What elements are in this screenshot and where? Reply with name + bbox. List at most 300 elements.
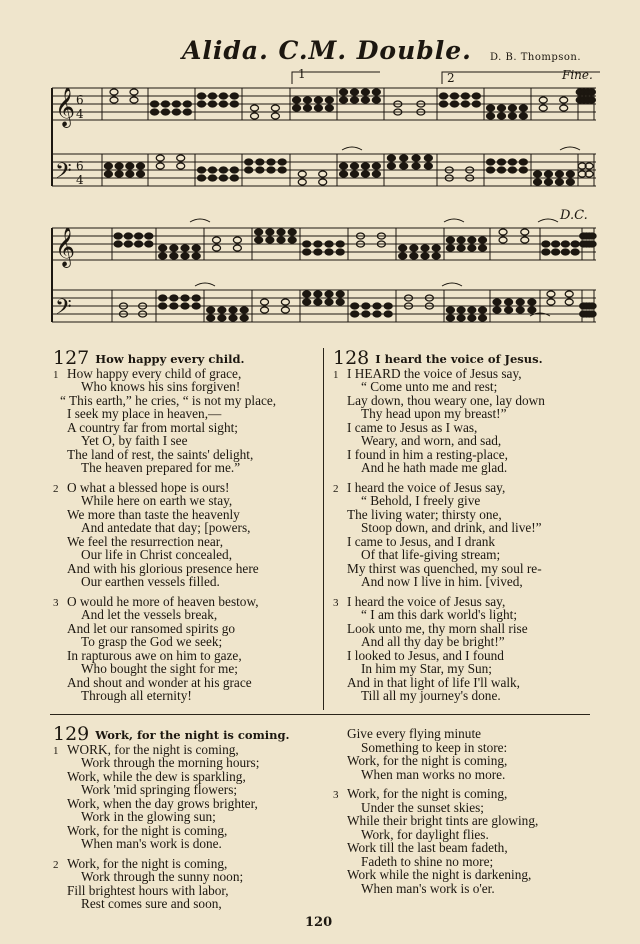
notehead	[219, 101, 227, 107]
verse-line	[53, 743, 290, 757]
notehead	[412, 163, 420, 169]
notehead	[336, 241, 344, 247]
notehead	[230, 175, 238, 181]
verse-text: In rapturous awe on him to gaze,	[67, 647, 242, 663]
verse-line	[333, 494, 545, 508]
verse-text: Work through the morning hours;	[81, 755, 260, 770]
notehead	[177, 163, 185, 169]
notehead	[399, 245, 407, 251]
notehead	[208, 175, 216, 181]
stanza-number: 3	[53, 596, 59, 609]
notehead	[499, 229, 507, 235]
notehead	[181, 245, 189, 251]
notehead	[468, 245, 476, 251]
hymn-title: I heard the voice of Jesus.	[375, 352, 543, 366]
verse-text: And let our ransomed spirits go	[67, 620, 236, 636]
notehead	[170, 303, 178, 309]
page-number: 120	[305, 915, 333, 930]
hymn-title: How happy every child.	[95, 352, 245, 366]
verse-line	[53, 870, 290, 884]
verse-line	[333, 801, 538, 815]
verse-line	[53, 676, 276, 690]
stanza-number: 1	[333, 368, 339, 381]
notehead	[213, 245, 221, 251]
notehead	[336, 291, 344, 297]
verse-line	[333, 380, 545, 394]
notehead	[350, 89, 358, 95]
notehead	[552, 249, 560, 255]
notehead	[544, 171, 552, 177]
verse-line	[333, 407, 545, 421]
notehead	[161, 109, 169, 115]
notehead	[135, 241, 143, 247]
hymn-number: 129	[53, 723, 90, 745]
verse-line	[53, 649, 276, 663]
verse-line	[333, 562, 545, 576]
notehead	[561, 241, 569, 247]
verse-line	[333, 448, 545, 462]
notehead	[410, 253, 418, 259]
notehead	[170, 245, 178, 251]
verse-line	[53, 837, 290, 851]
column-divider	[323, 348, 324, 710]
verse-text: Work, while the dew is sparkling,	[67, 768, 246, 784]
verse-line	[53, 434, 276, 448]
notehead	[251, 105, 259, 111]
verse-line	[333, 575, 545, 589]
verse-text: While their bright tints are glowing,	[347, 813, 539, 828]
treble-clef: 𝄞	[55, 227, 76, 267]
verse-line	[333, 622, 545, 636]
notehead	[539, 97, 547, 103]
verse-line	[53, 622, 276, 636]
verse-line	[53, 783, 290, 797]
verse-line	[53, 857, 290, 871]
verse-line	[53, 535, 276, 549]
notehead	[487, 113, 495, 119]
notehead	[508, 105, 516, 111]
verse-line	[53, 810, 290, 824]
notehead	[219, 175, 227, 181]
notehead	[552, 241, 560, 247]
notehead	[519, 105, 527, 111]
notehead	[528, 299, 536, 305]
verse-line	[53, 897, 290, 911]
notehead	[271, 105, 279, 111]
notehead	[497, 113, 505, 119]
verse-line	[333, 434, 545, 448]
notehead	[319, 179, 327, 185]
verse-text: I HEARD the voice of Jesus say,	[347, 365, 522, 381]
second-ending-bracket	[442, 72, 600, 84]
verse-line	[333, 868, 538, 882]
notehead	[505, 307, 513, 313]
notehead	[516, 307, 524, 313]
verse-line	[53, 824, 290, 838]
time-signature: 4	[76, 173, 84, 187]
notehead	[479, 245, 487, 251]
notehead	[156, 155, 164, 161]
notehead	[192, 303, 200, 309]
notehead	[472, 93, 480, 99]
notehead	[350, 163, 358, 169]
slur	[190, 219, 210, 222]
verse-text: While here on earth we stay,	[81, 493, 233, 508]
notehead	[468, 307, 476, 313]
verse-text: Our earthen vessels filled.	[81, 574, 220, 589]
notehead	[325, 241, 333, 247]
notehead	[114, 241, 122, 247]
notehead	[519, 167, 527, 173]
notehead	[534, 179, 542, 185]
notehead	[542, 249, 550, 255]
verse-line	[333, 481, 545, 495]
notehead	[336, 299, 344, 305]
time-signature: 6	[76, 93, 84, 107]
verse-line	[53, 521, 276, 535]
notehead	[314, 299, 322, 305]
first-ending-label: 1	[298, 67, 306, 81]
notehead	[207, 315, 215, 321]
verse-text: “ I am this dark world's light;	[361, 607, 518, 622]
notehead	[528, 307, 536, 313]
slur	[195, 283, 215, 286]
notehead	[278, 167, 286, 173]
notehead	[412, 155, 420, 161]
notehead	[497, 167, 505, 173]
verse-text: My thirst was quenched, my soul re-	[347, 560, 542, 576]
verse-text: Work through the sunny noon;	[81, 869, 244, 884]
notehead	[298, 179, 306, 185]
verse-text: And shout and wonder at his grace	[67, 674, 252, 690]
notehead	[245, 167, 253, 173]
notehead	[555, 171, 563, 177]
notehead	[170, 295, 178, 301]
verse-text: Yet O, by faith I see	[81, 433, 188, 448]
notehead	[387, 163, 395, 169]
notehead	[361, 89, 369, 95]
hymn-127	[53, 347, 277, 703]
notehead	[446, 307, 454, 313]
notehead	[181, 295, 189, 301]
notehead	[521, 229, 529, 235]
notehead	[288, 229, 296, 235]
verse-text: Till all my journey's done.	[361, 688, 501, 703]
verse-line	[333, 535, 545, 549]
dc-marking: D.C.	[560, 208, 588, 223]
notehead	[516, 299, 524, 305]
verse-text: Work, for the night is coming,	[347, 786, 508, 801]
notehead	[271, 113, 279, 119]
verse-text: I heard the voice of Jesus say,	[347, 479, 506, 495]
notehead	[493, 307, 501, 313]
verse-text: Work, for the night is coming,	[67, 855, 228, 871]
notehead	[508, 159, 516, 165]
verse-text: O what a blessed hope is ours!	[67, 479, 230, 495]
notehead	[362, 311, 370, 317]
notehead	[547, 299, 555, 305]
notehead	[508, 167, 516, 173]
notehead	[571, 249, 579, 255]
notehead	[137, 163, 145, 169]
notehead	[446, 245, 454, 251]
verse-line	[53, 662, 276, 676]
verse-text: When man's work is o'er.	[361, 880, 495, 896]
verse-text: When man's work is done.	[81, 836, 222, 851]
notehead	[281, 307, 289, 313]
notehead	[555, 179, 563, 185]
verse-line	[333, 649, 545, 663]
verse-text: Work 'mid springing flowers;	[81, 782, 238, 797]
notehead	[479, 307, 487, 313]
verse-text: In him my Star, my Sun;	[361, 661, 492, 676]
notehead	[461, 101, 469, 107]
verse-line	[53, 635, 276, 649]
verse-text: Through all eternity!	[81, 688, 192, 703]
notehead	[457, 245, 465, 251]
notehead	[145, 233, 153, 239]
notehead	[255, 237, 263, 243]
slur	[538, 219, 558, 222]
verse-text: “ Come unto me and rest;	[361, 379, 498, 394]
notehead	[266, 229, 274, 235]
notehead	[267, 167, 275, 173]
verse-line	[333, 828, 538, 842]
notehead	[124, 241, 132, 247]
notehead	[198, 93, 206, 99]
notehead	[588, 241, 596, 247]
notehead	[325, 291, 333, 297]
verse-text: Rest comes sure and soon,	[81, 896, 222, 911]
notehead	[325, 249, 333, 255]
notehead	[314, 241, 322, 247]
notehead	[565, 291, 573, 297]
notehead	[373, 303, 381, 309]
verse-text: A country far from mortal sight;	[67, 419, 238, 435]
notehead	[303, 299, 311, 305]
verse-line	[333, 548, 545, 562]
notehead	[508, 113, 516, 119]
notehead	[461, 93, 469, 99]
notehead	[325, 97, 333, 103]
verse-line	[333, 787, 538, 801]
verse-line	[333, 814, 538, 828]
verse-line	[333, 521, 545, 535]
notehead	[240, 307, 248, 313]
notehead	[519, 113, 527, 119]
notehead	[544, 179, 552, 185]
verse-text: Work while the night is darkening,	[347, 867, 532, 882]
verse-line	[333, 768, 538, 782]
notehead	[159, 245, 167, 251]
notehead	[151, 101, 159, 107]
verse-line	[333, 367, 545, 381]
verse-line	[333, 421, 545, 435]
verse-text: I found in him a resting-place,	[347, 446, 508, 462]
notehead	[303, 97, 311, 103]
notehead	[303, 291, 311, 297]
verse-text: Work, for the night is coming,	[67, 822, 228, 838]
slur	[444, 219, 464, 222]
notehead	[130, 89, 138, 95]
notehead	[137, 171, 145, 177]
notehead	[219, 167, 227, 173]
notehead	[159, 303, 167, 309]
verse-text: I came to Jesus, and I drank	[347, 533, 496, 549]
notehead	[293, 105, 301, 111]
notehead	[230, 93, 238, 99]
notehead	[421, 253, 429, 259]
verse-line	[53, 884, 290, 898]
notehead	[256, 167, 264, 173]
notehead	[340, 171, 348, 177]
notehead	[534, 171, 542, 177]
verse-text: Work, when the day grows brighter,	[67, 795, 258, 811]
notehead	[588, 311, 596, 317]
verse-text: Fill brightest hours with labor,	[67, 882, 229, 898]
notehead	[110, 89, 118, 95]
verse-line	[333, 394, 545, 408]
notehead	[213, 237, 221, 243]
notehead	[561, 249, 569, 255]
verse-text: I looked to Jesus, and I found	[347, 647, 504, 663]
verse-line	[53, 595, 276, 609]
notehead	[135, 233, 143, 239]
fine-marking: Fine.	[562, 68, 593, 82]
notehead	[181, 303, 189, 309]
verse-text: And in that light of life I'll walk,	[347, 674, 521, 690]
verse-text: And with his glorious presence here	[67, 560, 259, 576]
notehead	[159, 295, 167, 301]
notehead	[351, 311, 359, 317]
notehead	[281, 299, 289, 305]
notehead	[115, 171, 123, 177]
notehead	[450, 93, 458, 99]
slur	[442, 283, 462, 286]
verse-line	[333, 754, 538, 768]
bass-clef: 𝄢	[55, 295, 72, 325]
verse-line	[333, 676, 545, 690]
notehead	[446, 237, 454, 243]
verse-line	[53, 461, 276, 475]
verse-line	[53, 548, 276, 562]
notehead	[218, 307, 226, 313]
stanza-number: 3	[333, 789, 339, 801]
notehead	[130, 97, 138, 103]
verse-text: I heard the voice of Jesus say,	[347, 593, 506, 609]
notehead	[267, 159, 275, 165]
verse-line	[53, 394, 276, 408]
notehead	[468, 237, 476, 243]
notehead	[314, 97, 322, 103]
verse-line	[53, 508, 276, 522]
notehead	[571, 241, 579, 247]
notehead	[240, 315, 248, 321]
verse-line	[333, 882, 538, 896]
section-divider	[50, 714, 590, 715]
verse-text: Work, for the night is coming,	[347, 753, 508, 768]
notehead	[161, 101, 169, 107]
notehead	[233, 245, 241, 251]
notehead	[266, 237, 274, 243]
notehead	[303, 241, 311, 247]
verse-text: Weary, and worn, and sad,	[361, 433, 502, 448]
verse-line	[53, 380, 276, 394]
verse-line	[53, 797, 290, 811]
verse-text: Of that life-giving stream;	[361, 547, 501, 562]
notehead	[208, 101, 216, 107]
notehead	[539, 105, 547, 111]
notehead	[145, 241, 153, 247]
hymn-129-continued	[333, 727, 538, 895]
notehead	[218, 315, 226, 321]
verse-text: Something to keep in store:	[361, 739, 508, 755]
verse-text: Our life in Christ concealed,	[81, 547, 233, 562]
notehead	[372, 97, 380, 103]
verse-line	[53, 770, 290, 784]
verse-line	[53, 689, 276, 703]
notehead	[566, 171, 574, 177]
notehead	[198, 101, 206, 107]
notehead	[198, 167, 206, 173]
notehead	[350, 97, 358, 103]
notehead	[303, 249, 311, 255]
notehead	[361, 163, 369, 169]
verse-text: When man works no more.	[361, 766, 506, 782]
verse-text: Work till the last beam fadeth,	[347, 840, 508, 855]
verse-text: Lay down, thou weary one, lay down	[347, 392, 545, 408]
notehead	[278, 159, 286, 165]
notehead	[156, 163, 164, 169]
notehead	[183, 101, 191, 107]
verse-text: Thy head upon my breast!”	[361, 406, 507, 421]
notehead	[399, 253, 407, 259]
notehead	[110, 97, 118, 103]
notehead	[450, 101, 458, 107]
verse-line	[333, 741, 538, 755]
verse-text: Work, for daylight flies.	[361, 826, 489, 842]
verse-line	[53, 421, 276, 435]
stanza-number: 2	[53, 482, 59, 495]
notehead	[432, 253, 440, 259]
stanza-number: 3	[333, 596, 339, 609]
notehead	[288, 237, 296, 243]
notehead	[440, 93, 448, 99]
notehead	[521, 237, 529, 243]
notehead	[519, 159, 527, 165]
composer-credit: D. B. Thompson.	[490, 52, 582, 63]
notehead	[493, 299, 501, 305]
verse-text: How happy every child of grace,	[67, 365, 242, 381]
notehead	[314, 249, 322, 255]
notehead	[126, 171, 134, 177]
notehead	[261, 307, 269, 313]
notehead	[151, 109, 159, 115]
notehead	[230, 167, 238, 173]
notehead	[172, 109, 180, 115]
verse-text: Give every flying minute	[347, 726, 482, 741]
slur	[342, 147, 362, 150]
verse-line	[333, 608, 545, 622]
tune-title: Alida. C.M. Double.	[182, 36, 472, 65]
notehead	[499, 237, 507, 243]
notehead	[587, 89, 595, 95]
notehead	[566, 179, 574, 185]
verse-text: “ Behold, I freely give	[361, 493, 481, 508]
notehead	[372, 171, 380, 177]
verse-line	[333, 855, 538, 869]
notehead	[479, 315, 487, 321]
